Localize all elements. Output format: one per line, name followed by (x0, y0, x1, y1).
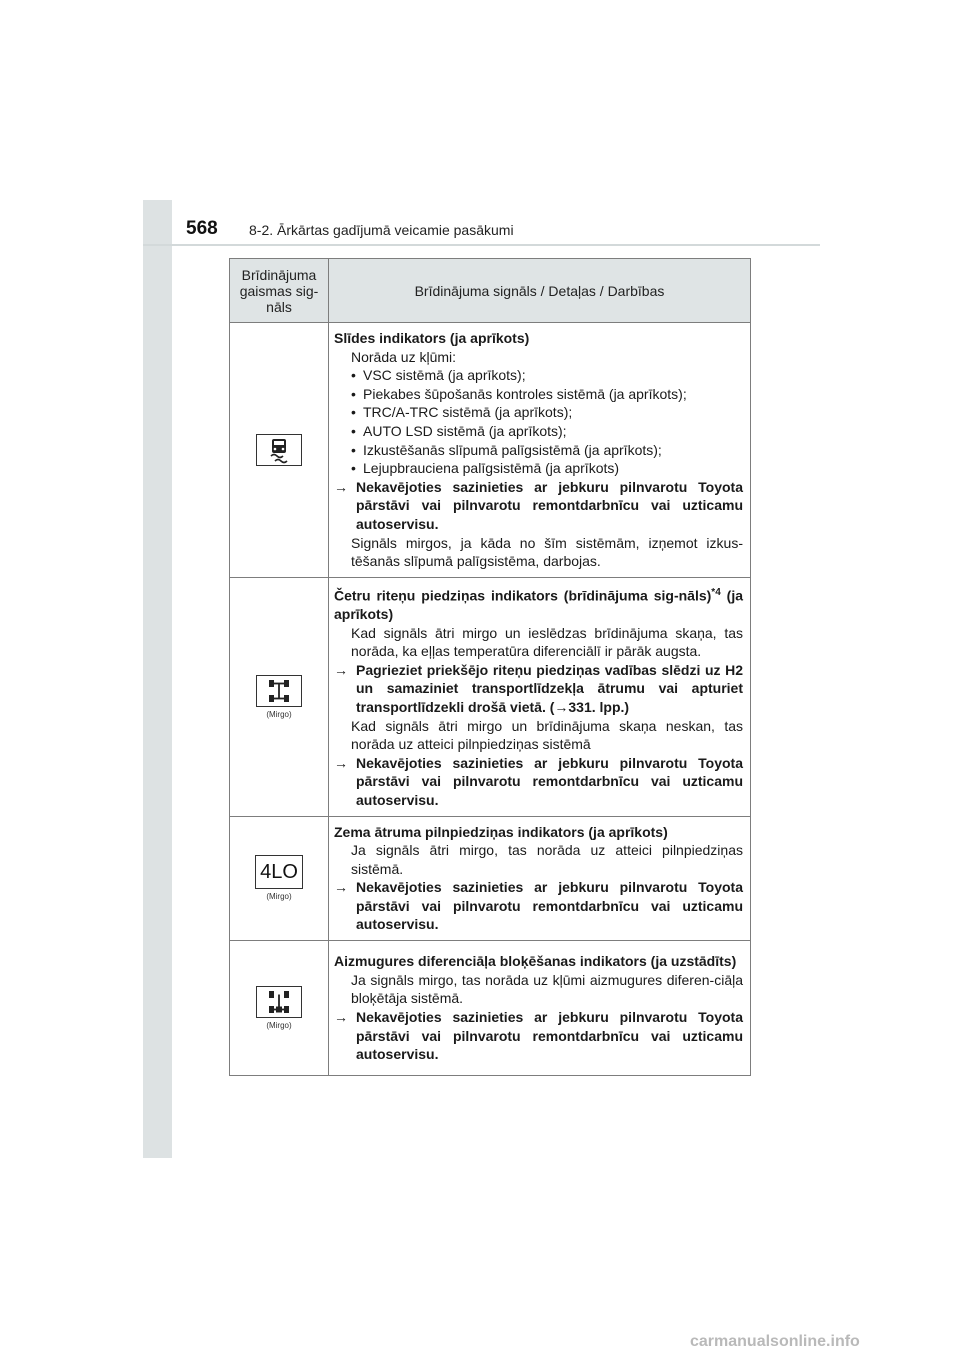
slip-indicator-icon (256, 434, 302, 466)
list-item: • Izkustēšanās slīpumā palīgsistēmā (ja aprīkots); (351, 441, 662, 458)
row-text: Ja signāls ātri mirgo, tas norāda uz atteici pilnpiedziņas sistēmā. (351, 842, 743, 877)
row-intro: Norāda uz kļūmi: (351, 348, 457, 365)
flashing-label: (Mirgo) (266, 892, 292, 902)
rear-diff-lock-icon (256, 986, 302, 1018)
icon-cell (230, 941, 329, 1076)
action-text: → Nekavējoties sazinieties ar jebkuru pilnvarotu Toyota pārstāvi vai pilnvarotu remontdarbnīcu vai uzticamu autoservisu. (334, 879, 743, 933)
arrow-icon: → (334, 661, 348, 678)
col-header-signal: Brīdinājuma gaismas sig-nāls (230, 259, 329, 323)
table-row (230, 816, 751, 941)
icon-cell (230, 323, 329, 578)
arrow-icon: → (334, 478, 348, 495)
arrow-icon: → (334, 754, 348, 771)
list-item: • VSC sistēmā (ja aprīkots); (351, 367, 526, 384)
page-number: 568 (186, 218, 218, 239)
table-row (230, 323, 751, 578)
header-rule (143, 244, 820, 246)
description-cell (329, 577, 751, 816)
row-text: Kad signāls ātri mirgo un ieslēdzas brīdinājuma skaņa, tas norāda, ka eļļas temperatūra diferenciālī ir pārāk augsta. (351, 624, 743, 660)
action-text: → Nekavējoties sazinieties ar jebkuru pilnvarotu Toyota pārstāvi vai pilnvarotu remontdarbnīcu vai uzticamu autoservisu. (334, 478, 743, 532)
col-header-details: Brīdinājuma signāls / Detaļas / Darbības (329, 259, 751, 323)
description-cell (329, 323, 751, 578)
list-item: • TRC/A-TRC sistēmā (ja aprīkots); (351, 404, 573, 421)
table-row (230, 577, 751, 816)
action-text: → Nekavējoties sazinieties ar jebkuru pilnvarotu Toyota pārstāvi vai pilnvarotu remontdarbnīcu vai uzticamu autoservisu. (334, 754, 743, 808)
row-title: Zema ātruma pilnpiedziņas indikators (ja aprīkots) (334, 823, 668, 840)
flashing-label: (Mirgo) (266, 1021, 292, 1031)
icon-cell (230, 577, 329, 816)
warning-table (229, 258, 751, 1076)
arrow-icon: → (334, 1009, 348, 1026)
table-row (230, 941, 751, 1076)
arrow-icon: → (334, 879, 348, 896)
flashing-label: (Mirgo) (266, 709, 292, 719)
section-title: 8-2. Ārkārtas gadījumā veicamie pasākumi (249, 222, 514, 238)
row-text: Kad signāls ātri mirgo un brīdinājuma skaņa neskan, tas norāda uz atteici pilnpiedziņas sistēmā (351, 717, 743, 753)
row-text: Ja signāls mirgo, tas norāda uz kļūmi aizmugures diferen-ciāļa bloķētāja sistēmā. (351, 971, 743, 1007)
description-cell (329, 816, 751, 941)
list-item: • Lejupbrauciena palīgsistēmā (ja aprīkots) (351, 460, 620, 477)
table-header-row (230, 259, 751, 323)
icon-cell (230, 816, 329, 941)
action-text: → Pagrieziet priekšējo riteņu piedziņas vadības slēdzi uz H2 un samaziniet transportlīdzekļa ātrumu vai apturiet transportlīdzekli drošā vietā. (→331. lpp.) (334, 661, 743, 715)
action-text: → Nekavējoties sazinieties ar jebkuru pilnvarotu Toyota pārstāvi vai pilnvarotu remontdarbnīcu vai uzticamu autoservisu. (334, 1009, 743, 1063)
description-cell (329, 941, 751, 1076)
4lo-indicator-icon: 4LO (255, 855, 303, 889)
row-title: Aizmugures diferenciāļa bloķēšanas indikators (ja uzstādīts) (334, 953, 737, 970)
list-item: • Piekabes šūpošanās kontroles sistēmā (ja aprīkots); (351, 385, 687, 402)
four-wheel-drive-icon (256, 675, 302, 707)
row-note: Signāls mirgos, ja kāda no šīm sistēmām, izņemot izkus-tēšanās slīpumā palīgsistēma, darbojas. (351, 534, 743, 570)
side-margin-band (143, 200, 172, 1158)
row-title: Četru riteņu piedziņas indikators (brīdinājuma sig-nāls)$^{*4}$ (ja aprīkots) (334, 586, 744, 622)
list-item: • AUTO LSD sistēmā (ja aprīkots); (351, 422, 567, 439)
watermark: carmanualsonline.info (690, 1333, 860, 1350)
row-title: Slīdes indikators (ja aprīkots) (334, 330, 530, 346)
